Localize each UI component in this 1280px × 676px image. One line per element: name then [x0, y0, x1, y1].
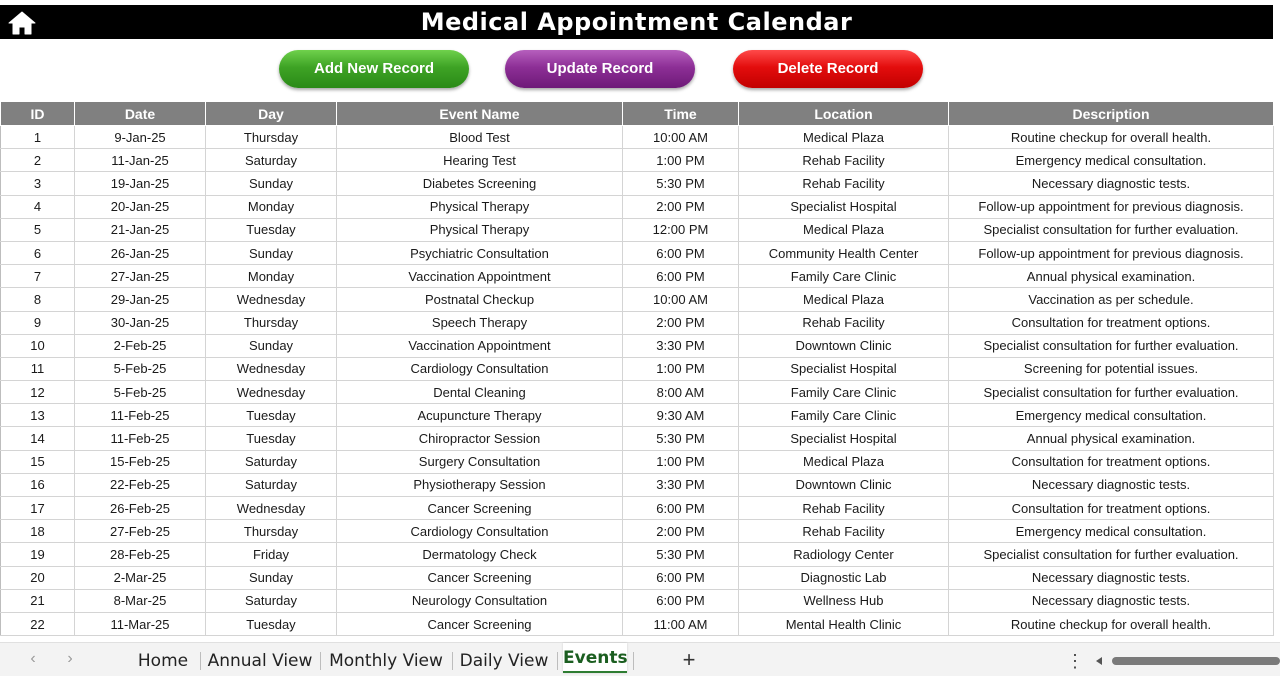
cell-date[interactable]: 11-Feb-25: [75, 427, 206, 450]
cell-location[interactable]: Downtown Clinic: [739, 334, 949, 357]
tab-home[interactable]: Home: [137, 651, 189, 671]
cell-day[interactable]: Wednesday: [206, 381, 337, 404]
cell-time[interactable]: 10:00 AM: [623, 126, 739, 149]
cell-time[interactable]: 12:00 PM: [623, 218, 739, 241]
column-header-date[interactable]: Date: [75, 102, 206, 126]
cell-description[interactable]: Consultation for treatment options.: [949, 497, 1274, 520]
events-table: [0, 101, 1274, 636]
cell-date[interactable]: 15-Feb-25: [75, 450, 206, 473]
cell-day[interactable]: Sunday: [206, 334, 337, 357]
cell-location[interactable]: Specialist Hospital: [739, 357, 949, 380]
horizontal-scrollbar[interactable]: [1094, 655, 1280, 667]
cell-id[interactable]: 8: [1, 288, 75, 311]
tab-daily-view[interactable]: Daily View: [459, 651, 549, 671]
cell-event-name[interactable]: Vaccination Appointment: [337, 265, 623, 288]
table-row[interactable]: [1, 195, 1274, 218]
cell-id[interactable]: 21: [1, 589, 75, 612]
cell-event-name[interactable]: Cancer Screening: [337, 566, 623, 589]
tab-separator: [320, 652, 321, 670]
cell-location[interactable]: Rehab Facility: [739, 172, 949, 195]
column-header-day[interactable]: Day: [206, 102, 337, 126]
cell-location[interactable]: Family Care Clinic: [739, 404, 949, 427]
cell-id[interactable]: 7: [1, 265, 75, 288]
cell-description[interactable]: Specialist consultation for further evaluation.: [949, 543, 1274, 566]
cell-description[interactable]: Routine checkup for overall health.: [949, 612, 1274, 635]
cell-time[interactable]: 2:00 PM: [623, 520, 739, 543]
cell-day[interactable]: Tuesday: [206, 218, 337, 241]
cell-event-name[interactable]: Dermatology Check: [337, 543, 623, 566]
cell-day[interactable]: Friday: [206, 543, 337, 566]
cell-id[interactable]: 15: [1, 450, 75, 473]
cell-day[interactable]: Saturday: [206, 149, 337, 172]
cell-description[interactable]: Consultation for treatment options.: [949, 311, 1274, 334]
cell-date[interactable]: 11-Mar-25: [75, 612, 206, 635]
cell-time[interactable]: 10:00 AM: [623, 288, 739, 311]
cell-id[interactable]: 13: [1, 404, 75, 427]
tab-separator: [633, 652, 634, 670]
cell-day[interactable]: Thursday: [206, 520, 337, 543]
table-row[interactable]: [1, 149, 1274, 172]
table-row[interactable]: [1, 427, 1274, 450]
cell-date[interactable]: 11-Feb-25: [75, 404, 206, 427]
cell-time[interactable]: 1:00 PM: [623, 450, 739, 473]
cell-id[interactable]: 19: [1, 543, 75, 566]
column-header-time[interactable]: Time: [623, 102, 739, 126]
cell-event-name[interactable]: Vaccination Appointment: [337, 334, 623, 357]
table-row[interactable]: [1, 241, 1274, 264]
cell-description[interactable]: Specialist consultation for further evaluation.: [949, 334, 1274, 357]
cell-description[interactable]: Follow-up appointment for previous diagnosis.: [949, 195, 1274, 218]
cell-time[interactable]: 8:00 AM: [623, 381, 739, 404]
tab-separator: [557, 652, 558, 670]
cell-location[interactable]: Wellness Hub: [739, 589, 949, 612]
cell-location[interactable]: Rehab Facility: [739, 520, 949, 543]
cell-location[interactable]: Rehab Facility: [739, 497, 949, 520]
table-row[interactable]: [1, 404, 1274, 427]
tab-separator: [452, 652, 453, 670]
cell-time[interactable]: 1:00 PM: [623, 357, 739, 380]
cell-description[interactable]: Necessary diagnostic tests.: [949, 172, 1274, 195]
cell-time[interactable]: 2:00 PM: [623, 311, 739, 334]
cell-id[interactable]: 2: [1, 149, 75, 172]
chevron-right-icon[interactable]: ›: [67, 650, 73, 667]
cell-description[interactable]: Annual physical examination.: [949, 265, 1274, 288]
cell-event-name[interactable]: Cancer Screening: [337, 497, 623, 520]
cell-id[interactable]: 17: [1, 497, 75, 520]
cell-description[interactable]: Specialist consultation for further evaluation.: [949, 381, 1274, 404]
cell-day[interactable]: Monday: [206, 265, 337, 288]
cell-event-name[interactable]: Cancer Screening: [337, 612, 623, 635]
more-vertical-icon[interactable]: ⋮: [1066, 651, 1084, 671]
table-row[interactable]: [1, 172, 1274, 195]
cell-date[interactable]: 5-Feb-25: [75, 357, 206, 380]
cell-id[interactable]: 3: [1, 172, 75, 195]
cell-location[interactable]: Medical Plaza: [739, 450, 949, 473]
cell-description[interactable]: Necessary diagnostic tests.: [949, 566, 1274, 589]
cell-location[interactable]: Family Care Clinic: [739, 265, 949, 288]
cell-date[interactable]: 2-Feb-25: [75, 334, 206, 357]
table-row[interactable]: [1, 126, 1274, 149]
cell-id[interactable]: 5: [1, 218, 75, 241]
cell-event-name[interactable]: Hearing Test: [337, 149, 623, 172]
cell-time[interactable]: 6:00 PM: [623, 566, 739, 589]
table-row[interactable]: [1, 566, 1274, 589]
cell-description[interactable]: Specialist consultation for further evaluation.: [949, 218, 1274, 241]
cell-description[interactable]: Screening for potential issues.: [949, 357, 1274, 380]
cell-id[interactable]: 18: [1, 520, 75, 543]
cell-day[interactable]: Sunday: [206, 172, 337, 195]
cell-day[interactable]: Wednesday: [206, 497, 337, 520]
cell-date[interactable]: 5-Feb-25: [75, 381, 206, 404]
tab-monthly-view[interactable]: Monthly View: [329, 651, 443, 671]
cell-id[interactable]: 22: [1, 612, 75, 635]
cell-location[interactable]: Medical Plaza: [739, 288, 949, 311]
cell-description[interactable]: Emergency medical consultation.: [949, 520, 1274, 543]
tab-annual-view[interactable]: Annual View: [207, 651, 313, 671]
cell-location[interactable]: Downtown Clinic: [739, 473, 949, 496]
cell-date[interactable]: 27-Jan-25: [75, 265, 206, 288]
cell-event-name[interactable]: Cardiology Consultation: [337, 520, 623, 543]
table-header-row: [1, 102, 1274, 126]
cell-time[interactable]: 6:00 PM: [623, 589, 739, 612]
tab-events[interactable]: Events: [563, 643, 627, 673]
cell-time[interactable]: 9:30 AM: [623, 404, 739, 427]
column-header-description[interactable]: Description: [949, 102, 1274, 126]
cell-date[interactable]: 30-Jan-25: [75, 311, 206, 334]
cell-event-name[interactable]: Blood Test: [337, 126, 623, 149]
cell-location[interactable]: Family Care Clinic: [739, 381, 949, 404]
chevron-left-icon[interactable]: ‹: [30, 650, 36, 667]
cell-description[interactable]: Consultation for treatment options.: [949, 450, 1274, 473]
table-row[interactable]: [1, 381, 1274, 404]
cell-description[interactable]: Necessary diagnostic tests.: [949, 473, 1274, 496]
add-new-record-button[interactable]: Add New Record: [279, 50, 469, 88]
cell-location[interactable]: Specialist Hospital: [739, 195, 949, 218]
scrollbar-thumb[interactable]: [1112, 657, 1280, 665]
cell-day[interactable]: Monday: [206, 195, 337, 218]
cell-day[interactable]: Saturday: [206, 450, 337, 473]
cell-location[interactable]: Specialist Hospital: [739, 427, 949, 450]
cell-day[interactable]: Thursday: [206, 126, 337, 149]
cell-event-name[interactable]: Speech Therapy: [337, 311, 623, 334]
table-row[interactable]: [1, 311, 1274, 334]
cell-event-name[interactable]: Postnatal Checkup: [337, 288, 623, 311]
cell-event-name[interactable]: Dental Cleaning: [337, 381, 623, 404]
cell-id[interactable]: 9: [1, 311, 75, 334]
column-header-event-name[interactable]: Event Name: [337, 102, 623, 126]
cell-id[interactable]: 12: [1, 381, 75, 404]
cell-time[interactable]: 3:30 PM: [623, 334, 739, 357]
cell-day[interactable]: Wednesday: [206, 357, 337, 380]
cell-day[interactable]: Saturday: [206, 589, 337, 612]
cell-location[interactable]: Rehab Facility: [739, 149, 949, 172]
cell-date[interactable]: 11-Jan-25: [75, 149, 206, 172]
cell-date[interactable]: 8-Mar-25: [75, 589, 206, 612]
cell-location[interactable]: Radiology Center: [739, 543, 949, 566]
tab-separator: [200, 652, 201, 670]
cell-time[interactable]: 3:30 PM: [623, 473, 739, 496]
cell-time[interactable]: 5:30 PM: [623, 543, 739, 566]
cell-day[interactable]: Tuesday: [206, 612, 337, 635]
cell-id[interactable]: 20: [1, 566, 75, 589]
cell-date[interactable]: 20-Jan-25: [75, 195, 206, 218]
cell-date[interactable]: 2-Mar-25: [75, 566, 206, 589]
cell-day[interactable]: Sunday: [206, 566, 337, 589]
cell-date[interactable]: 26-Jan-25: [75, 241, 206, 264]
scroll-left-arrow-icon[interactable]: [1096, 657, 1102, 665]
table-row[interactable]: [1, 497, 1274, 520]
cell-location[interactable]: Medical Plaza: [739, 218, 949, 241]
page-title: Medical Appointment Calendar: [420, 8, 853, 36]
cell-event-name[interactable]: Chiropractor Session: [337, 427, 623, 450]
cell-id[interactable]: 11: [1, 357, 75, 380]
cell-time[interactable]: 5:30 PM: [623, 172, 739, 195]
cell-time[interactable]: 5:30 PM: [623, 427, 739, 450]
cell-description[interactable]: Follow-up appointment for previous diagnosis.: [949, 241, 1274, 264]
cell-location[interactable]: Mental Health Clinic: [739, 612, 949, 635]
cell-time[interactable]: 2:00 PM: [623, 195, 739, 218]
table-row[interactable]: [1, 450, 1274, 473]
cell-event-name[interactable]: Physical Therapy: [337, 195, 623, 218]
cell-date[interactable]: 22-Feb-25: [75, 473, 206, 496]
cell-location[interactable]: Community Health Center: [739, 241, 949, 264]
table-row[interactable]: [1, 218, 1274, 241]
cell-description[interactable]: Emergency medical consultation.: [949, 404, 1274, 427]
cell-event-name[interactable]: Psychiatric Consultation: [337, 241, 623, 264]
cell-time[interactable]: 11:00 AM: [623, 612, 739, 635]
cell-event-name[interactable]: Cardiology Consultation: [337, 357, 623, 380]
table-row[interactable]: [1, 589, 1274, 612]
table-row[interactable]: [1, 612, 1274, 635]
cell-location[interactable]: Diagnostic Lab: [739, 566, 949, 589]
cell-date[interactable]: 29-Jan-25: [75, 288, 206, 311]
cell-date[interactable]: 27-Feb-25: [75, 520, 206, 543]
table-row[interactable]: [1, 288, 1274, 311]
cell-location[interactable]: Medical Plaza: [739, 126, 949, 149]
cell-location[interactable]: Rehab Facility: [739, 311, 949, 334]
cell-date[interactable]: 19-Jan-25: [75, 172, 206, 195]
cell-date[interactable]: 21-Jan-25: [75, 218, 206, 241]
cell-id[interactable]: 14: [1, 427, 75, 450]
cell-time[interactable]: 6:00 PM: [623, 265, 739, 288]
cell-date[interactable]: 26-Feb-25: [75, 497, 206, 520]
cell-date[interactable]: 28-Feb-25: [75, 543, 206, 566]
cell-event-name[interactable]: Acupuncture Therapy: [337, 404, 623, 427]
cell-id[interactable]: 10: [1, 334, 75, 357]
table-row[interactable]: [1, 357, 1274, 380]
cell-event-name[interactable]: Neurology Consultation: [337, 589, 623, 612]
cell-description[interactable]: Vaccination as per schedule.: [949, 288, 1274, 311]
update-record-button[interactable]: Update Record: [505, 50, 695, 88]
cell-description[interactable]: Routine checkup for overall health.: [949, 126, 1274, 149]
cell-description[interactable]: Necessary diagnostic tests.: [949, 589, 1274, 612]
cell-event-name[interactable]: Physiotherapy Session: [337, 473, 623, 496]
cell-day[interactable]: Saturday: [206, 473, 337, 496]
table-row[interactable]: [1, 473, 1274, 496]
cell-id[interactable]: 4: [1, 195, 75, 218]
cell-day[interactable]: Tuesday: [206, 404, 337, 427]
table-body: [1, 126, 1274, 636]
cell-description[interactable]: Emergency medical consultation.: [949, 149, 1274, 172]
cell-event-name[interactable]: Physical Therapy: [337, 218, 623, 241]
cell-day[interactable]: Tuesday: [206, 427, 337, 450]
cell-description[interactable]: Annual physical examination.: [949, 427, 1274, 450]
table-row[interactable]: [1, 543, 1274, 566]
column-header-location[interactable]: Location: [739, 102, 949, 126]
table-row[interactable]: [1, 520, 1274, 543]
cell-time[interactable]: 6:00 PM: [623, 241, 739, 264]
cell-date[interactable]: 9-Jan-25: [75, 126, 206, 149]
table-row[interactable]: [1, 334, 1274, 357]
cell-time[interactable]: 1:00 PM: [623, 149, 739, 172]
cell-event-name[interactable]: Diabetes Screening: [337, 172, 623, 195]
delete-record-button[interactable]: Delete Record: [733, 50, 923, 88]
table-row[interactable]: [1, 265, 1274, 288]
plus-icon[interactable]: +: [682, 647, 696, 672]
cell-day[interactable]: Thursday: [206, 311, 337, 334]
cell-id[interactable]: 16: [1, 473, 75, 496]
cell-day[interactable]: Sunday: [206, 241, 337, 264]
cell-id[interactable]: 1: [1, 126, 75, 149]
cell-day[interactable]: Wednesday: [206, 288, 337, 311]
cell-time[interactable]: 6:00 PM: [623, 497, 739, 520]
column-header-id[interactable]: ID: [1, 102, 75, 126]
cell-id[interactable]: 6: [1, 241, 75, 264]
sheet-tab-bar: [0, 642, 1280, 676]
cell-event-name[interactable]: Surgery Consultation: [337, 450, 623, 473]
